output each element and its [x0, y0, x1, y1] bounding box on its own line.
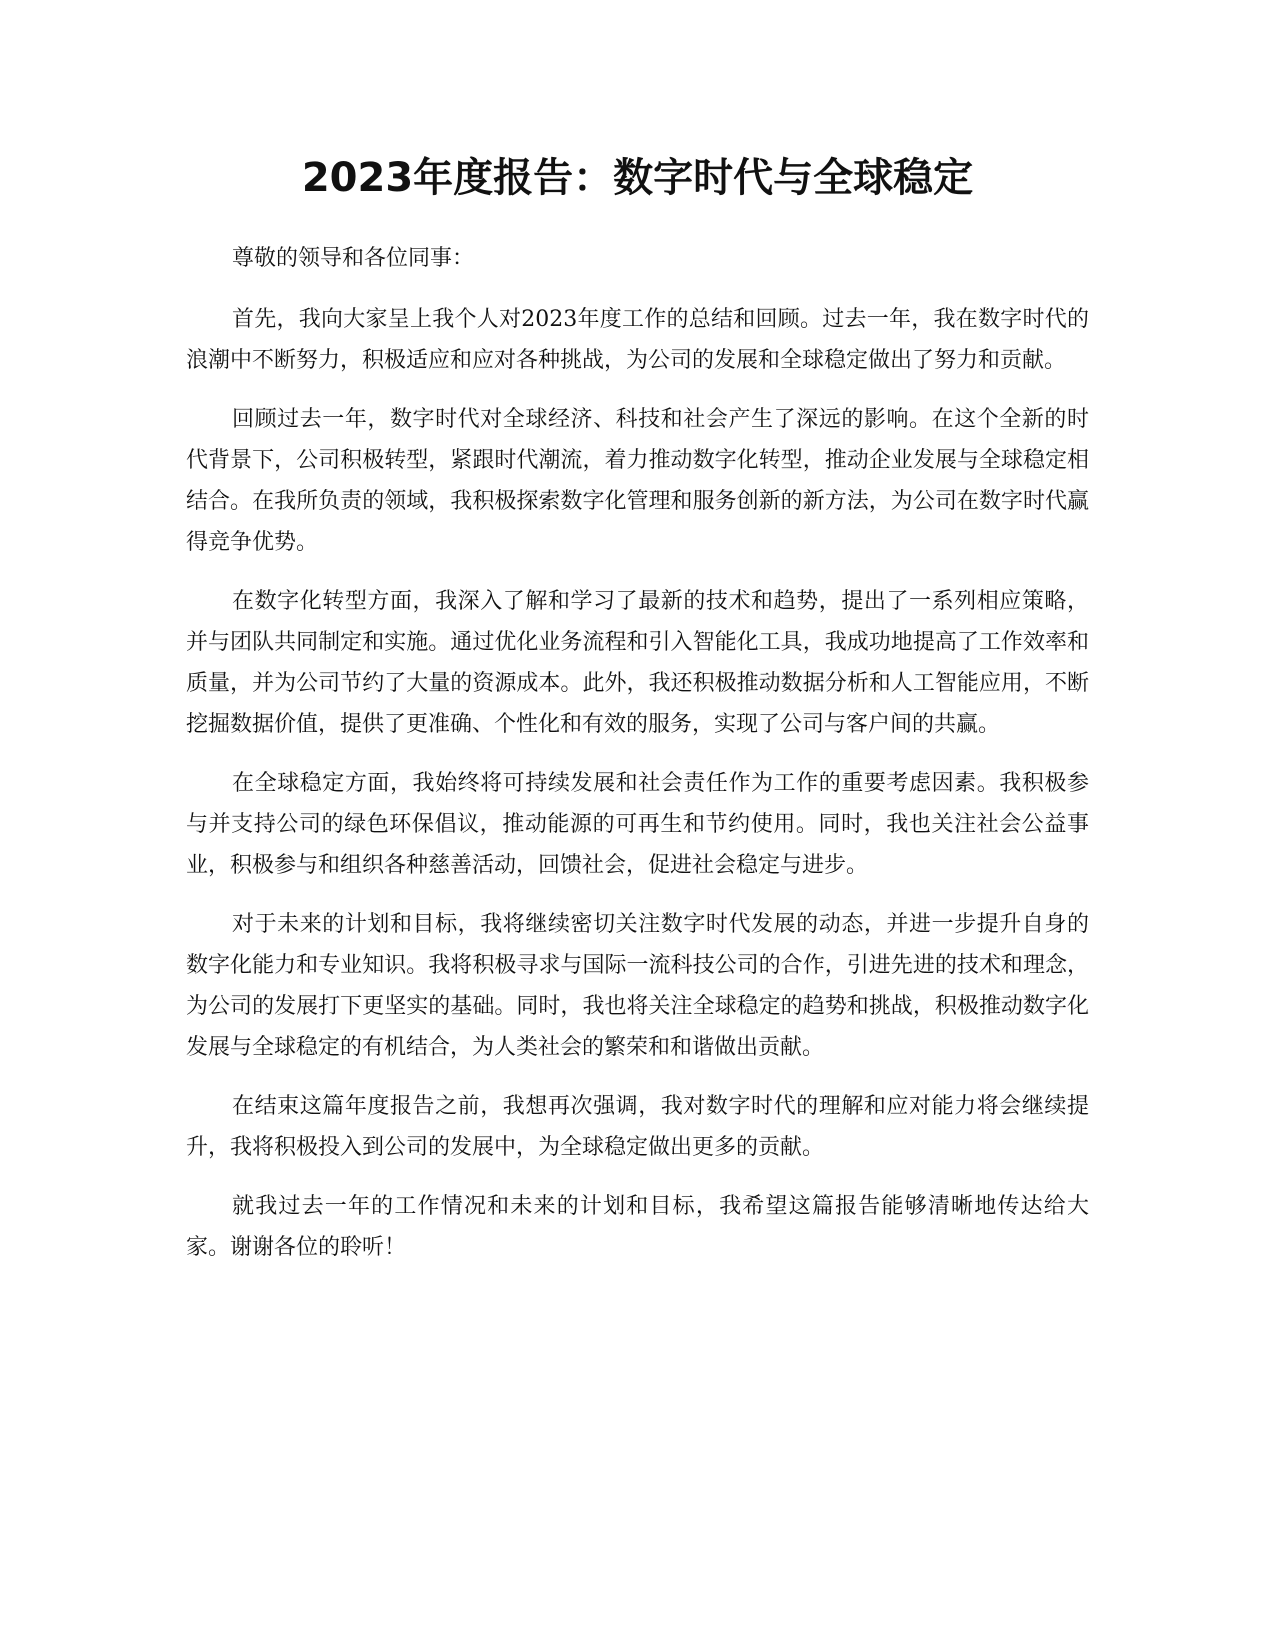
paragraph-intro: 首先，我向大家呈上我个人对2023年度工作的总结和回顾。过去一年，我在数字时代的浪潮中不断努力，积极适应和应对各种挑战，为公司的发展和全球稳定做出了努力和贡献。 [186, 307, 1089, 373]
greeting: 尊敬的领导和各位同事： [232, 246, 475, 271]
paragraph-global-stability: 在全球稳定方面，我始终将可持续发展和社会责任作为工作的重要考虑因素。我积极参与并支持公司的绿色环保倡议，推动能源的可再生和节约使用。同时，我也关注社会公益事业，积极参与和组织各种慈善活动，回馈社会，促进社会稳定与进步。 [186, 771, 1089, 878]
document-title: 2023年度报告：数字时代与全球稳定 [301, 155, 974, 201]
document-body [186, 238, 1089, 1286]
paragraph-closing-emphasis: 在结束这篇年度报告之前，我想再次强调，我对数字时代的理解和应对能力将会继续提升，我将积极投入到公司的发展中，为全球稳定做出更多的贡献。 [186, 1094, 1089, 1160]
paragraph-digital-transformation: 在数字化转型方面，我深入了解和学习了最新的技术和趋势，提出了一系列相应策略，并与团队共同制定和实施。通过优化业务流程和引入智能化工具，我成功地提高了工作效率和质量，并为公司节约了大量的资源成本。此外，我还积极推动数据分析和人工智能应用，不断挖掘数据价值，提供了更准确、个性化和有效的服务，实现了公司与客户间的共赢。 [186, 589, 1089, 737]
paragraph-review: 回顾过去一年，数字时代对全球经济、科技和社会产生了深远的影响。在这个全新的时代背景下，公司积极转型，紧跟时代潮流，着力推动数字化转型，推动企业发展与全球稳定相结合。在我所负责的领域，我积极探索数字化管理和服务创新的新方法，为公司在数字时代赢得竞争优势。 [186, 407, 1089, 555]
paragraph-future-plans: 对于未来的计划和目标，我将继续密切关注数字时代发展的动态，并进一步提升自身的数字化能力和专业知识。我将积极寻求与国际一流科技公司的合作，引进先进的技术和理念，为公司的发展打下更坚实的基础。同时，我也将关注全球稳定的趋势和挑战，积极推动数字化发展与全球稳定的有机结合，为人类社会的繁荣和和谐做出贡献。 [186, 912, 1089, 1060]
paragraph-thanks: 就我过去一年的工作情况和未来的计划和目标，我希望这篇报告能够清晰地传达给大家。谢谢各位的聆听！ [186, 1194, 1089, 1260]
